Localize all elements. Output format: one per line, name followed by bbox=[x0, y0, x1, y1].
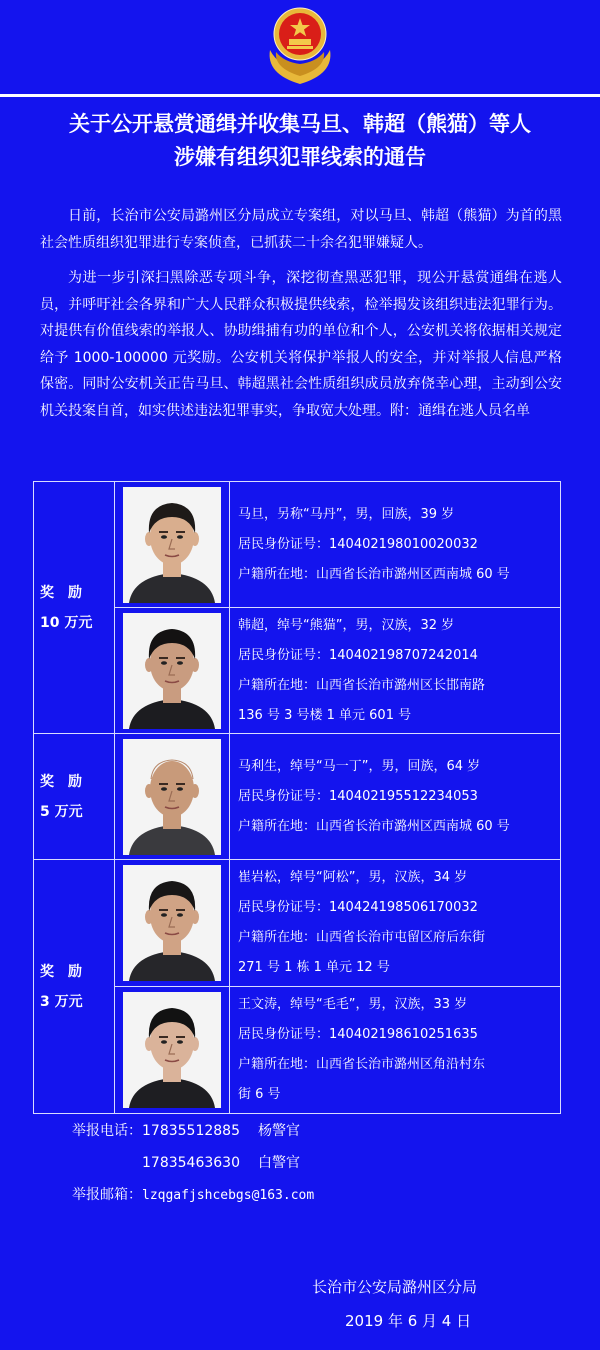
eye-left bbox=[161, 787, 167, 791]
photo-cell bbox=[115, 608, 230, 734]
photo-cell bbox=[115, 987, 230, 1114]
person-address-line: 户籍所在地：山西省长治市屯留区府后东街 bbox=[238, 930, 486, 945]
reward-amount: 3 万元 bbox=[40, 993, 83, 1010]
brow-left bbox=[159, 531, 168, 533]
person-address-line: 户籍所在地：山西省长治市潞州区西南城 60 号 bbox=[238, 818, 510, 834]
report-email bbox=[72, 1184, 314, 1204]
suspect-photo bbox=[123, 739, 221, 855]
person-id-line: 居民身份证号：140402195512234053 bbox=[238, 788, 478, 804]
reward-label: 奖 励 bbox=[40, 963, 82, 980]
reward-amount: 10 万元 bbox=[40, 614, 93, 631]
brow-left bbox=[159, 783, 168, 785]
body-paragraph-1: 日前，长治市公安局潞州区分局成立专案组，对以马旦、韩超（熊猫）为首的黑社会性质组织犯罪进行专案侦查，已抓获二十余名犯罪嫌疑人。 bbox=[40, 208, 562, 251]
suspect-photo bbox=[123, 487, 221, 603]
brow-right bbox=[176, 909, 185, 911]
ear-left bbox=[145, 1037, 153, 1051]
person-address-line: 户籍所在地：山西省长治市潞州区长邯南路 bbox=[238, 677, 486, 693]
photo-cell bbox=[115, 482, 230, 608]
notice-title-line2: 涉嫌有组织犯罪线索的通告 bbox=[174, 145, 426, 169]
person-name-line: 韩超，绰号“熊猫”，男，汉族，32 岁 bbox=[238, 617, 455, 633]
eye-left bbox=[161, 661, 167, 665]
suspect-photo bbox=[123, 613, 221, 729]
reward-label: 奖 励 bbox=[40, 773, 82, 790]
eye-right bbox=[177, 913, 183, 917]
person-name-line: 马利生，绰号“马一丁”，男，回族，64 岁 bbox=[238, 758, 481, 774]
police-emblem-icon bbox=[262, 4, 338, 86]
eye-right bbox=[177, 787, 183, 791]
suspect-photo bbox=[123, 992, 221, 1108]
person-info bbox=[230, 987, 561, 1114]
ear-right bbox=[191, 784, 199, 798]
person-name-line: 王文涛，绰号“毛毛”，男，汉族，33 岁 bbox=[238, 997, 468, 1012]
ear-right bbox=[191, 1037, 199, 1051]
eye-left bbox=[161, 1040, 167, 1044]
phone-label: 举报电话： bbox=[72, 1123, 142, 1139]
suspect-photo bbox=[123, 865, 221, 981]
ear-right bbox=[191, 658, 199, 672]
issuing-organization: 长治市公安局潞州区分局 bbox=[312, 1278, 478, 1296]
brow-left bbox=[159, 909, 168, 911]
notice-title bbox=[0, 108, 600, 174]
brow-right bbox=[176, 783, 185, 785]
notice-title-line1: 关于公开悬赏通缉并收集马旦、韩超（熊猫）等人 bbox=[69, 112, 531, 136]
person-name-line: 崔岩松，绰号“阿松”，男，汉族，34 岁 bbox=[238, 870, 468, 885]
ear-left bbox=[145, 658, 153, 672]
brow-right bbox=[176, 657, 185, 659]
person-id-line: 居民身份证号：140402198707242014 bbox=[238, 647, 478, 663]
person-id-line: 居民身份证号：140402198610251635 bbox=[238, 1027, 478, 1042]
photo-cell bbox=[115, 734, 230, 860]
ear-right bbox=[191, 910, 199, 924]
person-info bbox=[230, 860, 561, 987]
phone-number[interactable]: 17835463630 bbox=[142, 1155, 240, 1171]
officer-name: 杨警官 bbox=[257, 1123, 300, 1139]
reward-cell bbox=[34, 734, 115, 860]
person-id-line: 居民身份证号：140424198506170032 bbox=[238, 900, 478, 915]
person-info bbox=[230, 608, 561, 734]
reward-amount: 5 万元 bbox=[40, 803, 83, 820]
person-info bbox=[230, 734, 561, 860]
phone-number[interactable]: 17835512885 bbox=[142, 1123, 240, 1139]
person-address-line: 户籍所在地：山西省长治市潞州区角沿村东 bbox=[238, 1057, 486, 1072]
body-paragraph-2: 为进一步引深扫黑除恶专项斗争，深挖彻查黑恶犯罪，现公开悬赏通缉在逃人员，并呼吁社会各界和广大人民群众积极提供线索，检举揭发该组织违法犯罪行为。对提供有价值线索的举报人、协助缉捕有功的单位和个人，公安机关将依据相关规定给予 1000-100000 元奖励。公安机关将保护举报人的安全，并对举报人信息严格保密。同时公安机关正告马旦、韩超黑社会性质组织成员放弃侥幸心理，主动到公安机关投案自首，如实供述违法犯罪事实，争取宽大处理。附：通缉在逃人员名单 bbox=[40, 270, 562, 419]
person-address-line: 户籍所在地：山西省长治市潞州区西南城 60 号 bbox=[238, 566, 510, 582]
report-phone-2 bbox=[142, 1152, 300, 1172]
issue-date: 2019 年 6 月 4 日 bbox=[345, 1312, 472, 1330]
person-id-line: 居民身份证号：140402198010020032 bbox=[238, 536, 478, 552]
wanted-list-table bbox=[33, 481, 561, 1114]
brow-right bbox=[176, 531, 185, 533]
person-address-line-2: 街 6 号 bbox=[238, 1087, 281, 1102]
person-name-line: 马旦，另称“马丹”，男，回族，39 岁 bbox=[238, 506, 455, 522]
eye-left bbox=[161, 913, 167, 917]
brow-left bbox=[159, 657, 168, 659]
ear-left bbox=[145, 532, 153, 546]
eye-left bbox=[161, 535, 167, 539]
eye-right bbox=[177, 661, 183, 665]
brow-right bbox=[176, 1036, 185, 1038]
ear-left bbox=[145, 784, 153, 798]
report-phone-1 bbox=[72, 1120, 300, 1140]
photo-cell bbox=[115, 860, 230, 987]
eye-right bbox=[177, 1040, 183, 1044]
reward-label: 奖 励 bbox=[40, 584, 82, 601]
email-label: 举报邮箱： bbox=[72, 1187, 142, 1203]
reward-cell bbox=[34, 482, 115, 734]
ear-right bbox=[191, 532, 199, 546]
brow-left bbox=[159, 1036, 168, 1038]
ear-left bbox=[145, 910, 153, 924]
person-info bbox=[230, 482, 561, 608]
person-address-line-2: 136 号 3 号楼 1 单元 601 号 bbox=[238, 707, 412, 723]
person-address-line-2: 271 号 1 栋 1 单元 12 号 bbox=[238, 960, 390, 975]
officer-name: 白警官 bbox=[257, 1155, 300, 1171]
header-divider bbox=[0, 94, 600, 97]
email-address[interactable]: lzqgafjshcebgs@163.com bbox=[142, 1188, 315, 1203]
eye-right bbox=[177, 535, 183, 539]
reward-cell bbox=[34, 860, 115, 1114]
